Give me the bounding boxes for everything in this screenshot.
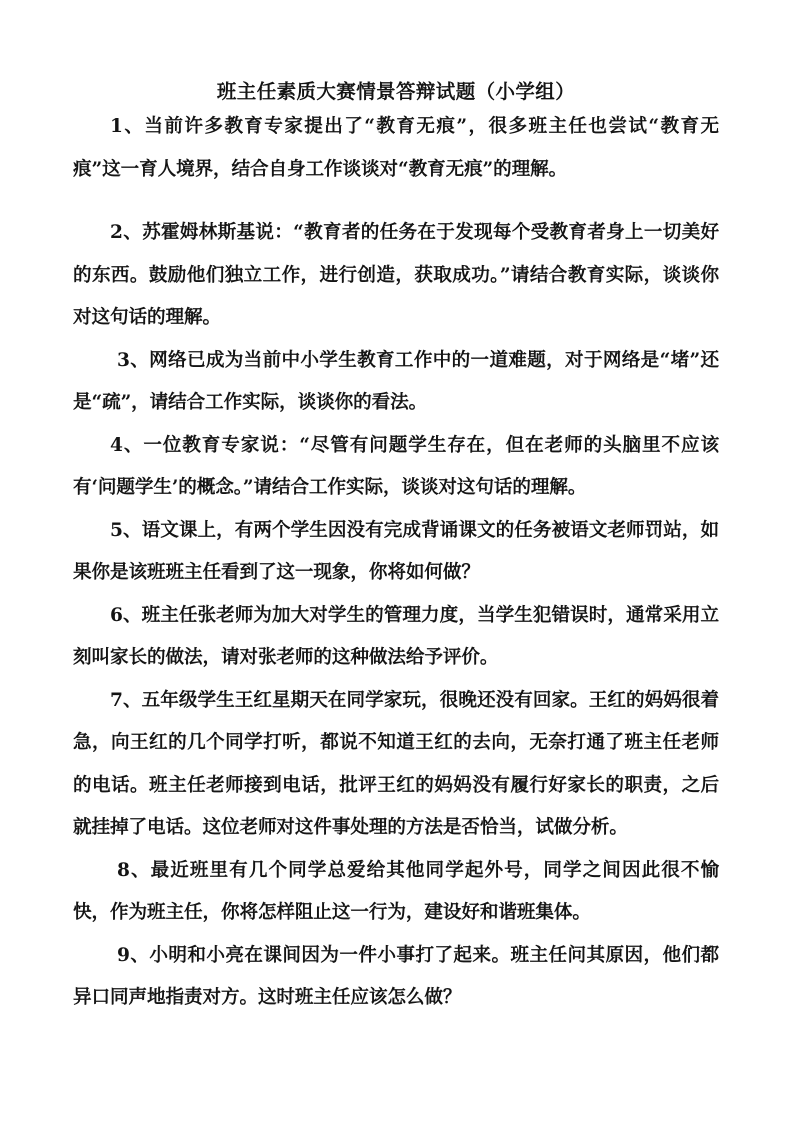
document-body (73, 0, 719, 1020)
question-item-9: 9、小明和小亮在课间因为一件小事打了起来。班主任问其原因，他们都异口同声地指责对方。这时班主任应该怎么做？ (73, 944, 719, 1008)
question-item-7: 7、五年级学生王红星期天在同学家玩，很晚还没有回家。王红的妈妈很着急，向王红的几个同学打听，都说不知道王红的去向，无奈打通了班主任老师的电话。班主任老师接到电话，批评王红的妈妈没有履行好家长的职责，之后就挂掉了电话。这位老师对这件事处理的方法是否恰当，试做分析。 (73, 689, 719, 838)
question-item-2: 2、苏霍姆林斯基说：“教育者的任务在于发现每个受教育者身上一切美好的东西。鼓励他们独立工作，进行创造，获取成功。”请结合教育实际，谈谈你对这句话的理解。 (73, 222, 719, 328)
question-item-4: 4、一位教育专家说：“尽管有问题学生存在，但在老师的头脑里不应该有‘问题学生’的概念。”请结合工作实际，谈谈对这句话的理解。 (73, 434, 719, 498)
question-item-8: 8、最近班里有几个同学总爱给其他同学起外号，同学之间因此很不愉快，作为班主任，你将怎样阻止这一行为，建设好和谐班集体。 (73, 859, 719, 923)
question-item-6: 6、班主任张老师为加大对学生的管理力度，当学生犯错误时，通常采用立刻叫家长的做法，请对张老师的这种做法给予评价。 (73, 604, 719, 668)
page-title: 班主任素质大赛情景答辩试题（小学组） (216, 80, 576, 103)
question-item-1: 1、当前许多教育专家提出了“教育无痕”，很多班主任也尝试“教育无痕”这一育人境界，结合自身工作谈谈对“教育无痕”的理解。 (73, 116, 719, 180)
question-item-5: 5、语文课上，有两个学生因没有完成背诵课文的任务被语文老师罚站，如果你是该班班主任看到了这一现象，你将如何做？ (73, 519, 719, 583)
question-item-3: 3、网络已成为当前中小学生教育工作中的一道难题，对于网络是“堵”还是“疏”，请结合工作实际，谈谈你的看法。 (73, 349, 719, 413)
question-list (73, 106, 719, 1020)
